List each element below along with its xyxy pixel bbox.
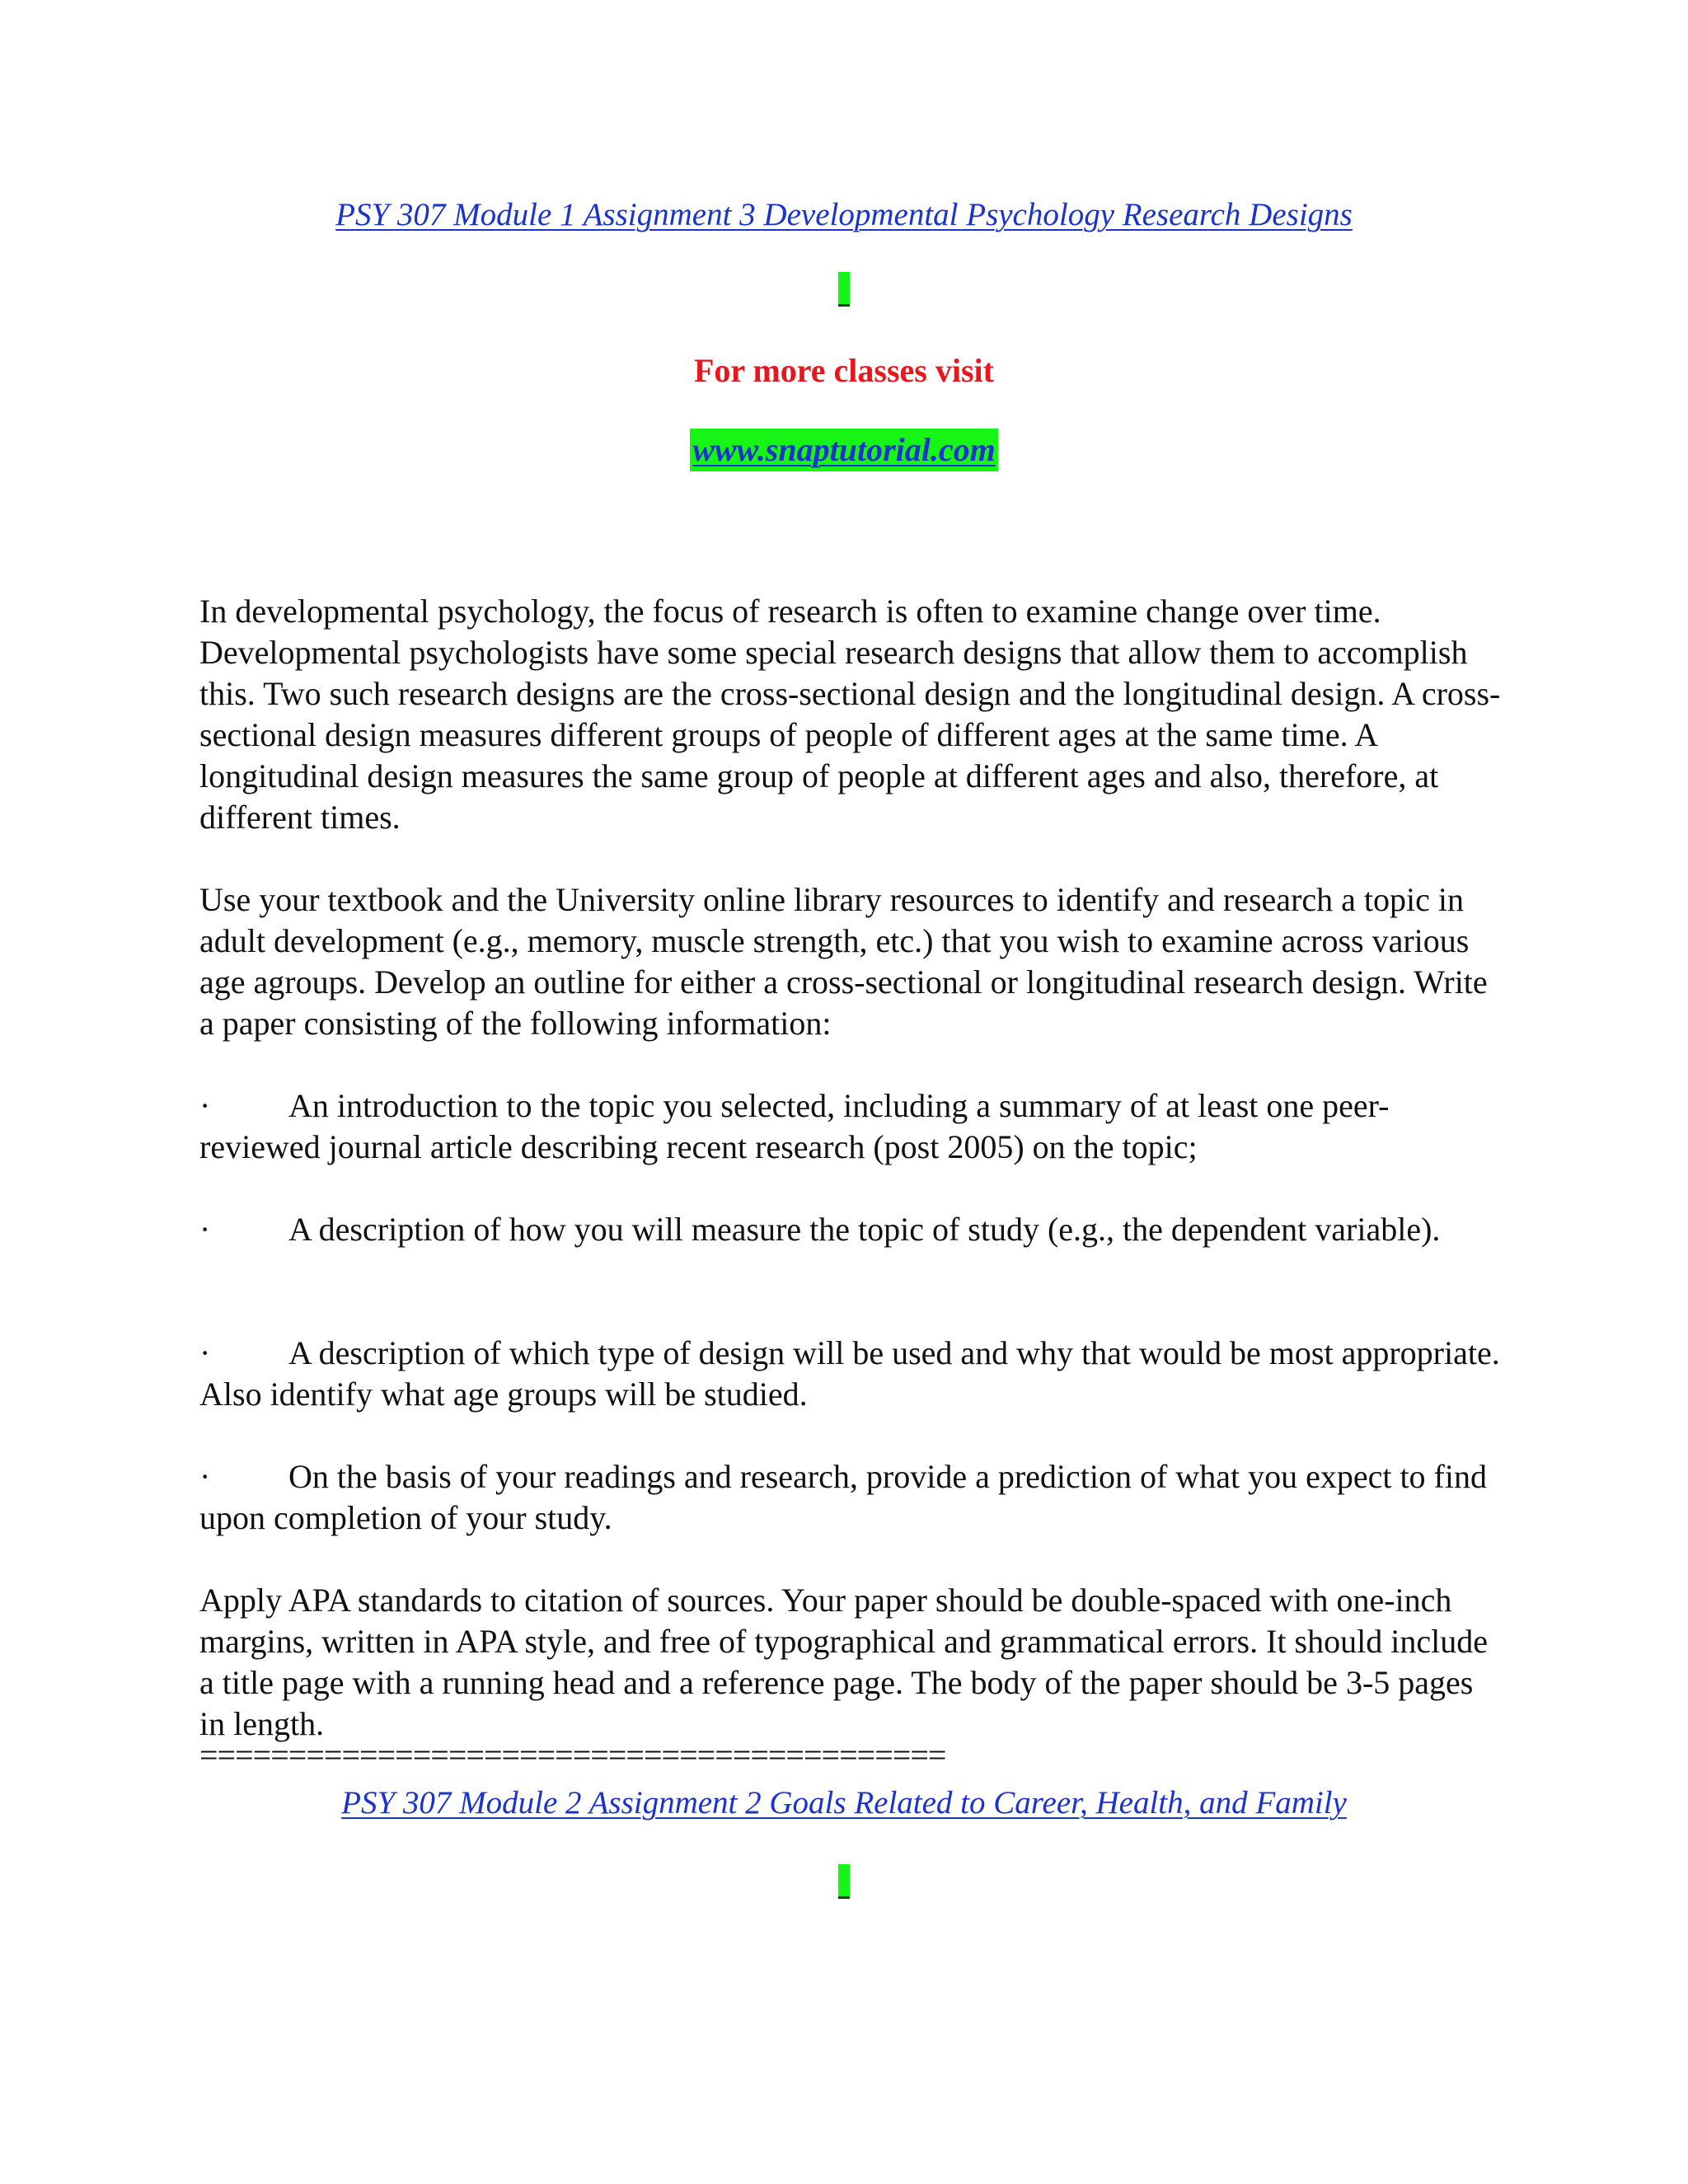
bullet-symbol: · (199, 1334, 211, 1371)
title-line-2 (0, 1784, 1688, 1821)
green-marker-2-line (0, 1864, 1688, 1903)
paragraph-apa: Apply APA standards to citation of sources. Your paper should be double-spaced with one-inch margins, written in APA style, and free of typographical and grammatical errors. It should include a title page with a running head and a reference page. The body of the paper should be 3-5 pages in length. (199, 1582, 1488, 1742)
separator-line: ========================================== (199, 1736, 946, 1774)
bullet-symbol: · (199, 1211, 211, 1248)
green-marker-2 (838, 1864, 850, 1899)
bullet-item-4 (199, 1456, 1502, 1539)
assignment-link-module-2[interactable]: PSY 307 Module 2 Assignment 2 Goals Related to Career, Health, and Family (341, 1785, 1347, 1821)
paragraph-instructions: Use your textbook and the University online library resources to identify and research a topic in adult development (e.g., memory, muscle strength, etc.) that you wish to examine across various age agroups. Develop an outline for either a cross-sectional or longitudinal research design. Write a paper consisting of the following information: (199, 881, 1488, 1042)
site-link[interactable]: www.snaptutorial.com (690, 429, 998, 471)
green-marker-1 (838, 272, 850, 307)
bullet-text: A description of how you will measure the topic of study (e.g., the dependent variable). (288, 1211, 1441, 1248)
title-line-1 (0, 196, 1688, 233)
bullet-symbol: · (199, 1087, 211, 1124)
bullet-item-1 (199, 1085, 1502, 1168)
bullet-text: A description of which type of design will be used and why that would be most appropriate. Also identify what age groups will be studied. (199, 1334, 1500, 1413)
bullet-item-2 (199, 1209, 1502, 1250)
bullet-item-3 (199, 1333, 1502, 1415)
assignment-link-module-1[interactable]: PSY 307 Module 1 Assignment 3 Developmental Psychology Research Designs (335, 197, 1353, 232)
site-link-line (0, 429, 1688, 471)
promo-text: For more classes visit (693, 352, 994, 389)
paragraph-intro: In developmental psychology, the focus of research is often to examine change over time. Developmental psychologists have some special research designs that allow them to accomplish this. Two such research designs are the cross-sectional design and the longitudinal design. A cross-sectional design measures different groups of people of different ages at the same time. A longitudinal design measures the same group of people at different ages and also, therefore, at different times. (199, 593, 1501, 836)
promo-line (0, 351, 1688, 390)
bullet-text: On the basis of your readings and research, provide a prediction of what you expect to find upon completion of your study. (199, 1458, 1487, 1536)
bullet-symbol: · (199, 1458, 211, 1495)
green-marker-1-line (0, 272, 1688, 311)
bullet-text: An introduction to the topic you selected, including a summary of at least one peer-reviewed journal article describing recent research (post 2005) on the topic; (199, 1087, 1390, 1165)
